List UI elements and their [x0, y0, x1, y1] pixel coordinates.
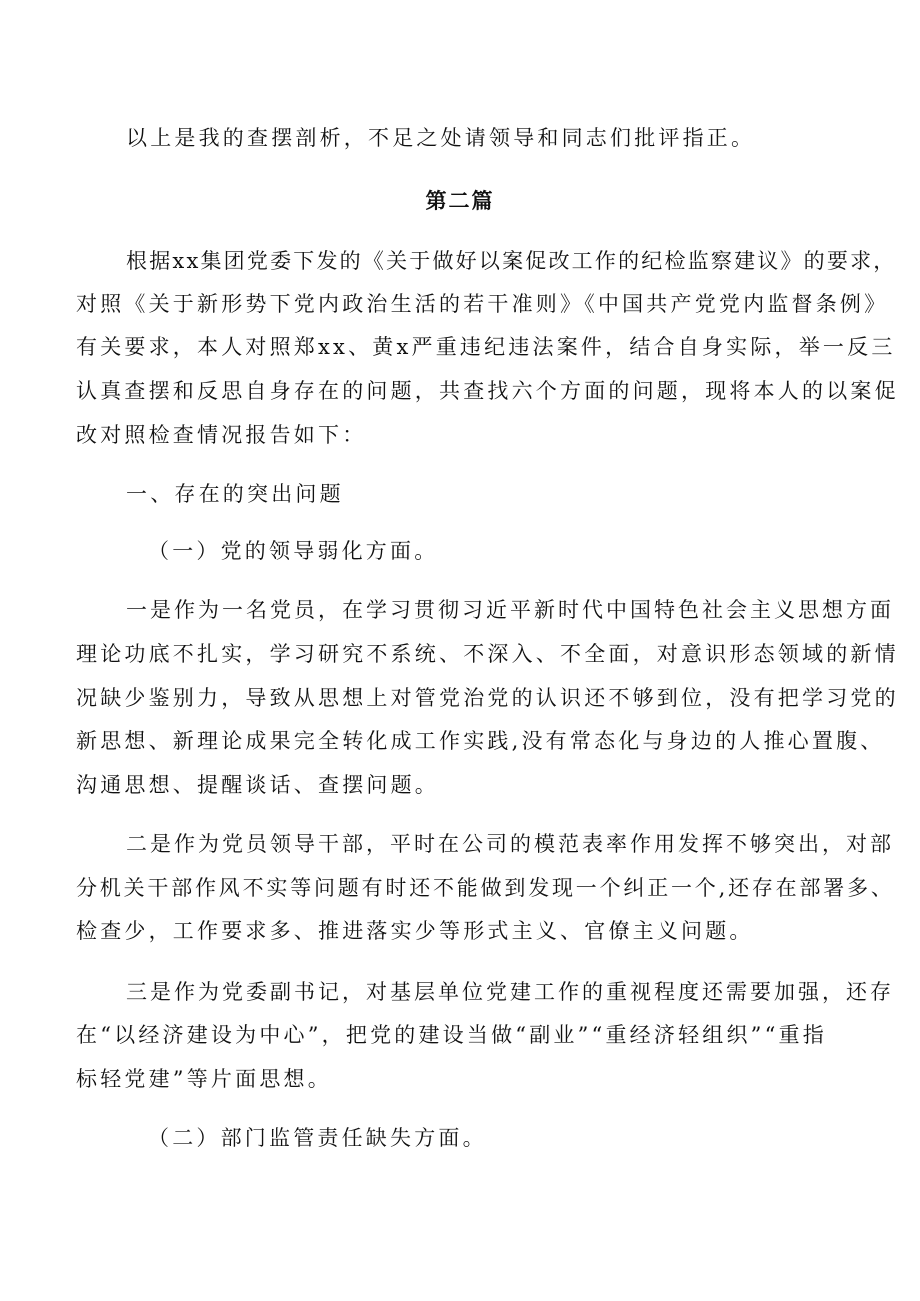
para-2-line-2: 分机关干部作风不实等问题有时还不能做到发现一个纠正一个,还存在部署多、 — [76, 876, 895, 900]
para-1-line-4: 新思想、新理论成果完全转化成工作实践,没有常态化与身边的人推心置腹、 — [76, 729, 885, 753]
para-1-line-2: 理论功底不扎实，学习研究不系统、不深入、不全面，对意识形态领域的新情 — [76, 642, 899, 666]
intro-line-4: 认真查摆和反思自身存在的问题，共查找六个方面的问题，现将本人的以案促 — [76, 379, 899, 403]
para-3-line-3: 标轻党建”等片面思想。 — [76, 1067, 332, 1091]
para-1-line-5: 沟通思想、提醒谈话、查摆问题。 — [76, 773, 439, 797]
subheading-1: （一）党的领导弱化方面。 — [148, 539, 439, 563]
intro-line-2: 对照《关于新形势下党内政治生活的若干准则》《中国共产党党内监督条例》 — [76, 292, 889, 316]
section-title: 第二篇 — [425, 189, 495, 213]
para-3-line-2: 在“以经济建设为中心”，把党的建设当做“副业”“重经济轻组织”“重指 — [76, 1023, 827, 1047]
para-2-line-1: 二是作为党员领导干部，平时在公司的模范表率作用发挥不够突出，对部 — [126, 832, 894, 856]
closing-line: 以上是我的查摆剖析，不足之处请领导和同志们批评指正。 — [126, 126, 756, 150]
intro-line-3: 有关要求，本人对照郑xx、黄x严重违纪违法案件，结合自身实际，举一反三 — [76, 335, 896, 359]
para-1-line-3: 况缺少鉴别力，导致从思想上对管党治党的认识还不够到位，没有把学习党的 — [76, 686, 899, 710]
subheading-2: （二）部门监管责任缺失方面。 — [148, 1126, 487, 1150]
para-2-line-3: 检查少，工作要求多、推进落实少等形式主义、官僚主义问题。 — [76, 919, 754, 943]
intro-line-5: 改对照检查情况报告如下： — [76, 423, 367, 447]
para-3-line-1: 三是作为党委副书记，对基层单位党建工作的重视程度还需要加强，还存 — [126, 980, 894, 1004]
intro-line-1: 根据xx集团党委下发的《关于做好以案促改工作的纪检监察建议》的要求， — [126, 249, 897, 273]
heading-1: 一、存在的突出问题 — [126, 482, 344, 506]
para-1-line-1: 一是作为一名党员，在学习贯彻习近平新时代中国特色社会主义思想方面 — [126, 598, 894, 622]
